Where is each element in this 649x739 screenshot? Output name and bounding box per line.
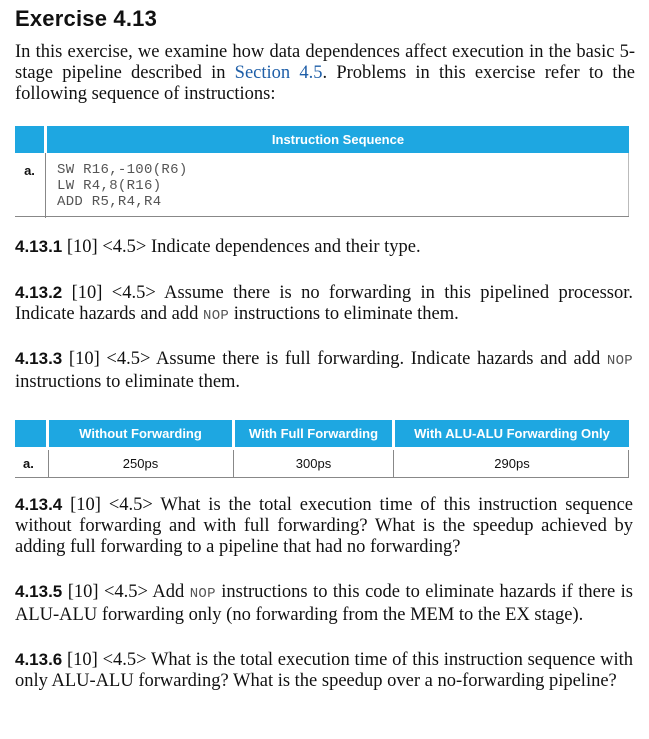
- instruction-line: LW R4,8(R16): [57, 178, 162, 194]
- problem-text-after: instructions to eliminate them.: [229, 304, 459, 324]
- column-header: Without Forwarding: [49, 420, 232, 447]
- row-label: a.: [24, 163, 35, 178]
- instruction-line: SW R16,-100(R6): [57, 162, 188, 178]
- row-label: a.: [23, 456, 34, 471]
- column-divider: [393, 450, 394, 478]
- table-bottom-border: [15, 216, 629, 217]
- intro-paragraph: [15, 42, 635, 105]
- nop-code: NOP: [606, 353, 633, 369]
- table-cell: 300ps: [295, 456, 332, 471]
- problem-number: 4.13.5: [15, 582, 63, 601]
- table-right-border: [628, 153, 629, 217]
- problem-text-after: instructions to this code to eliminate hazards if there is ALU-ALU forwarding only (no forwarding from the MEM to the EX stage).: [15, 582, 634, 625]
- problem-text-after: instructions to eliminate them.: [15, 372, 241, 392]
- problem-4-13-6: [15, 649, 633, 692]
- exercise-title: Exercise 4.13: [15, 6, 158, 31]
- instruction-list: [57, 162, 188, 210]
- column-header: With Full Forwarding: [235, 420, 392, 447]
- problem-number: 4.13.4: [15, 495, 63, 514]
- problem-number: 4.13.1: [15, 237, 63, 256]
- table-header-corner: [15, 126, 44, 153]
- problem-4-13-2: [15, 282, 633, 327]
- timing-table: [15, 420, 629, 478]
- problem-text: [10] <4.5> What is the total execution time of this instruction sequence with only ALU-ALU forwarding? What is the speedup over a no-forwarding pipeline?: [15, 650, 633, 691]
- instruction-sequence-table: [15, 126, 629, 218]
- table-header-corner: [15, 420, 46, 447]
- instruction-line: ADD R5,R4,R4: [57, 194, 162, 210]
- problem-number: 4.13.6: [15, 650, 63, 669]
- problem-text-before: [10] <4.5> Add: [62, 582, 190, 602]
- problem-4-13-5: [15, 581, 633, 626]
- nop-code: NOP: [203, 308, 230, 324]
- nop-code: NOP: [189, 586, 216, 602]
- problem-number: 4.13.3: [15, 349, 63, 368]
- problem-text: [10] <4.5> Indicate dependences and their type.: [62, 237, 421, 257]
- table-cell: 290ps: [494, 456, 530, 471]
- problem-4-13-4: [15, 494, 633, 558]
- problem-4-13-3: [15, 348, 633, 393]
- table-cell: 250ps: [122, 456, 159, 471]
- column-divider: [45, 153, 46, 218]
- problem-text-before: [10] <4.5> Assume there is full forwarding. Indicate hazards and add: [62, 349, 607, 369]
- section-link[interactable]: Section 4.5: [234, 63, 323, 83]
- intro-text-before: In this exercise, we examine how data dependences affect execution in the basic 5-stage pipeline described in: [15, 42, 635, 83]
- table-right-border: [628, 450, 629, 478]
- table-bottom-border: [15, 477, 629, 478]
- column-divider: [233, 450, 234, 478]
- problem-number: 4.13.2: [15, 283, 63, 302]
- problem-text: [10] <4.5> What is the total execution time of this instruction sequence without forwarding and with full forwarding? What is the speedup achieved by adding full forwarding to a pipeline that had no forwarding?: [15, 495, 633, 557]
- column-header: With ALU-ALU Forwarding Only: [395, 420, 629, 447]
- problem-4-13-1: [15, 236, 633, 258]
- problem-text-before: [10] <4.5> Assume there is no forwarding in this pipelined processor. Indicate hazards and add: [15, 283, 633, 324]
- table-header: Instruction Sequence: [47, 126, 629, 153]
- intro-text-after: . Problems in this exercise refer to the following sequence of instructions:: [15, 63, 636, 104]
